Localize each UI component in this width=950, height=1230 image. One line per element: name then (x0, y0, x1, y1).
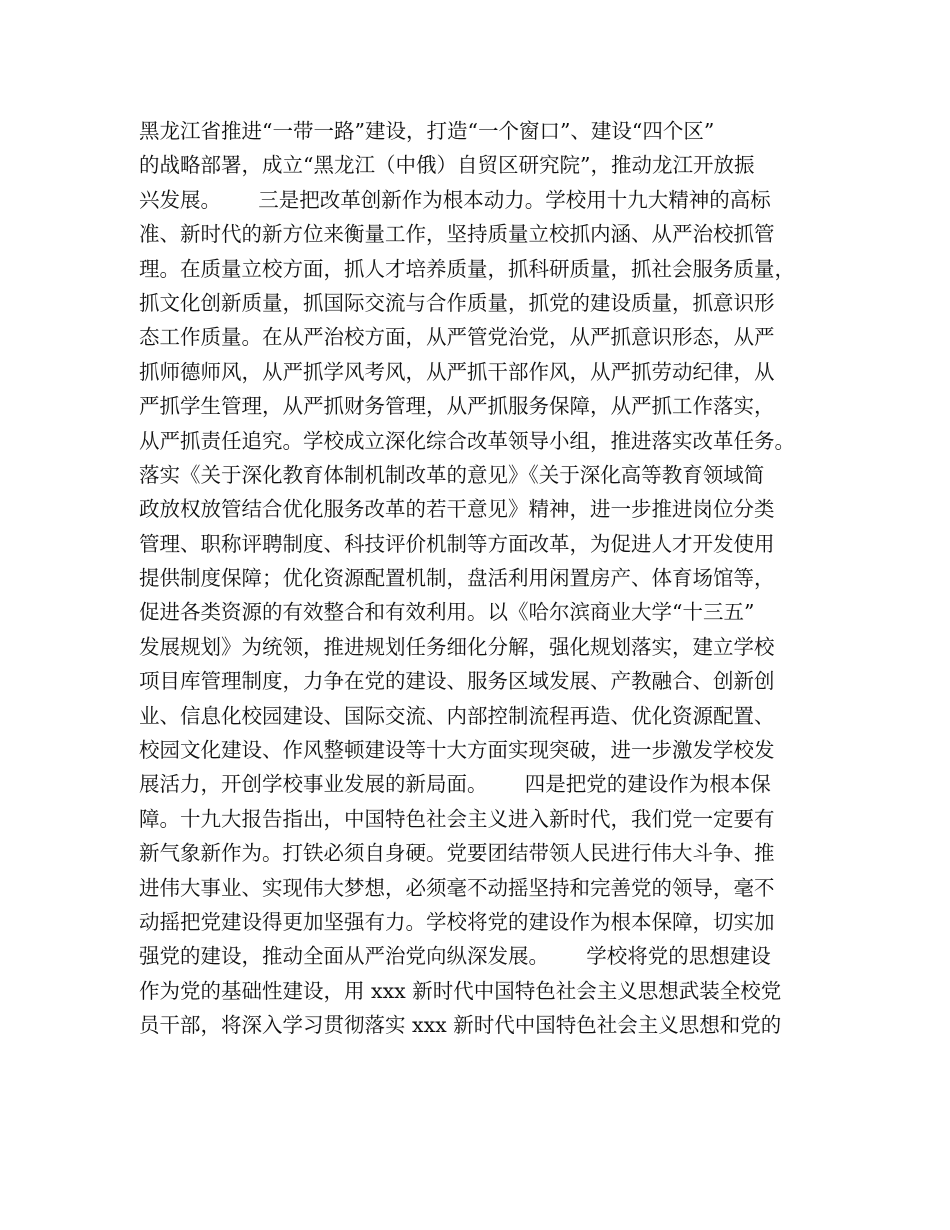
text-line: 发展规划》为统领，推进规划任务细化分解，强化规划落实，建立学校 (139, 634, 775, 659)
text-line: 政放权放管结合优化服务改革的若干意见》精神，进一步推进岗位分类 (139, 497, 775, 522)
text-line: 新气象新作为。打铁必须自身硬。党要团结带领人民进行伟大斗争、推 (139, 841, 775, 866)
text-line: 校园文化建设、作风整顿建设等十大方面实现突破，进一步激发学校发 (139, 738, 775, 763)
text-line: 黑龙江省推进“一带一路”建设，打造“一个窗口”、建设“四个区” (139, 119, 715, 143)
body-text (139, 114, 839, 1043)
text-line: 员干部，将深入学习贯彻落实 xxx 新时代中国特色社会主义思想和党的 (139, 1013, 782, 1038)
text-line: 项目库管理制度，力争在党的建设、服务区域发展、产教融合、创新创 (139, 669, 775, 694)
text-line: 管理、职称评聘制度、科技评价机制等方面改革，为促进人才开发使用 (139, 531, 775, 556)
text-line: 严抓学生管理，从严抓财务管理，从严抓服务保障，从严抓工作落实， (139, 394, 775, 419)
text-line: 业、信息化校园建设、国际交流、内部控制流程再造、优化资源配置、 (139, 703, 775, 728)
text-line: 障。十九大报告指出，中国特色社会主义进入新时代，我们党一定要有 (139, 806, 775, 831)
text-line: 的战略部署，成立“黑龙江（中俄）自贸区研究院”，推动龙江开放振 (139, 153, 755, 178)
text-line: 促进各类资源的有效整合和有效利用。以《哈尔滨商业大学“十三五” (139, 600, 755, 625)
text-line: 提供制度保障；优化资源配置机制，盘活利用闲置房产、体育场馆等， (139, 566, 775, 591)
text-line: 准、新时代的新方位来衡量工作，坚持质量立校抓内涵、从严治校抓管 (139, 222, 775, 247)
text-line: 抓师德师风，从严抓学风考风，从严抓干部作风，从严抓劳动纪律，从 (139, 359, 775, 384)
text-line: 态工作质量。在从严治校方面，从严管党治党，从严抓意识形态，从严 (139, 325, 775, 350)
text-line: 落实《关于深化教育体制机制改革的意见》《关于深化高等教育领域简 (139, 462, 765, 487)
text-line: 兴发展。 三是把改革创新作为根本动力。学校用十九大精神的高标 (139, 187, 771, 212)
text-line: 展活力，开创学校事业发展的新局面。 四是把党的建设作为根本保 (139, 772, 771, 797)
text-line: 进伟大事业、实现伟大梦想，必须毫不动摇坚持和完善党的领导，毫不 (139, 875, 775, 900)
text-line: 抓文化创新质量，抓国际交流与合作质量，抓党的建设质量，抓意识形 (139, 290, 775, 315)
text-line: 强党的建设，推动全面从严治党向纵深发展。 学校将党的思想建设 (139, 944, 771, 969)
text-line: 从严抓责任追究。学校成立深化综合改革领导小组，推进落实改革任务。 (139, 428, 795, 453)
text-line: 作为党的基础性建设，用 xxx 新时代中国特色社会主义思想武装全校党 (139, 978, 782, 1003)
text-line: 动摇把党建设得更加坚强有力。学校将党的建设作为根本保障，切实加 (139, 909, 775, 934)
text-line: 理。在质量立校方面，抓人才培养质量，抓科研质量，抓社会服务质量， (139, 256, 795, 281)
